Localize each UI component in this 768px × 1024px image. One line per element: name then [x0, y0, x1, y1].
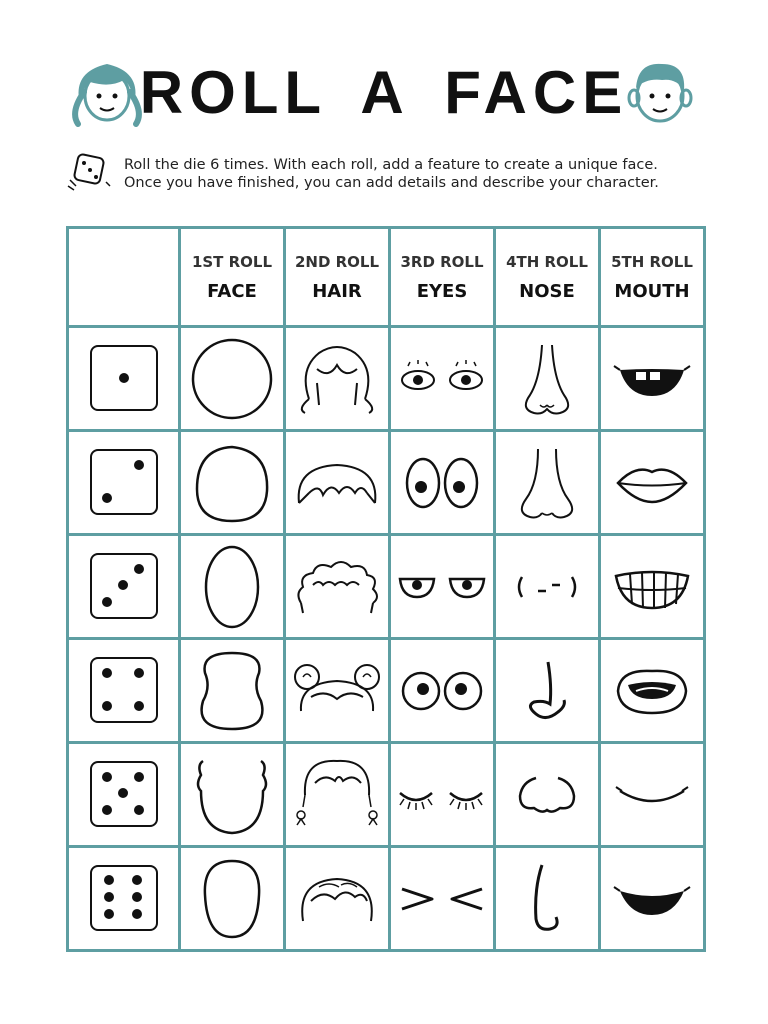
- lips-icon: [610, 458, 694, 508]
- die-cell: [68, 431, 180, 535]
- feature-cell: [600, 535, 705, 639]
- die-three-icon: [89, 552, 159, 622]
- column-feature-label: HAIR: [312, 280, 362, 302]
- feature-cell: [600, 327, 705, 431]
- page-title: ROLL A FACE: [139, 59, 629, 126]
- die-two-icon: [89, 448, 159, 518]
- girl-avatar-icon: [62, 52, 152, 128]
- round-eyes-icon: [397, 666, 487, 716]
- die-four-icon: [89, 656, 159, 726]
- toothy-smile-icon: [610, 354, 694, 404]
- wide-nose-icon: [512, 443, 582, 523]
- die-five-icon: [89, 760, 159, 830]
- feature-cell: [285, 327, 390, 431]
- column-roll-label: 1ST ROLL: [191, 252, 273, 271]
- table-row: [68, 327, 705, 431]
- column-header-hair: [285, 228, 390, 327]
- column-feature-label: FACE: [207, 280, 257, 302]
- table-row: [68, 535, 705, 639]
- instructions-line-2: Once you have finished, you can add details and describe your character.: [124, 175, 659, 191]
- curly-hair-icon: [289, 555, 385, 619]
- long-face-icon: [187, 855, 277, 943]
- column-roll-label: 5TH ROLL: [611, 252, 693, 271]
- feature-cell: [180, 847, 285, 951]
- die-one-icon: [89, 344, 159, 414]
- table-row: [68, 743, 705, 847]
- feature-cell: [600, 743, 705, 847]
- feature-cell: [390, 639, 495, 743]
- grimace-mouth-icon: [610, 663, 694, 719]
- feature-cell: [600, 639, 705, 743]
- feature-cell: [390, 743, 495, 847]
- feature-cell: [180, 327, 285, 431]
- instructions-line-1: Roll the die 6 times. With each roll, add a feature to create a unique face.: [124, 157, 658, 173]
- feature-cell: [495, 431, 600, 535]
- column-header-face: [180, 228, 285, 327]
- small-nose-icon: [512, 567, 582, 607]
- table-row: [68, 639, 705, 743]
- squint-eyes-icon: [394, 879, 490, 919]
- feature-cell: [285, 431, 390, 535]
- pointy-nose-icon: [512, 859, 582, 939]
- sleepy-eyes-icon: [394, 567, 490, 607]
- table-row: [68, 431, 705, 535]
- feature-cell: [495, 847, 600, 951]
- oval-eyes-icon: [397, 451, 487, 515]
- feature-cell: [495, 639, 600, 743]
- egg-face-icon: [187, 441, 277, 525]
- pigtails-hair-icon: [289, 753, 385, 837]
- feature-cell: [600, 847, 705, 951]
- column-feature-label: NOSE: [519, 280, 575, 302]
- feature-cell: [390, 847, 495, 951]
- boy-avatar-icon: [614, 52, 704, 128]
- die-cell: [68, 535, 180, 639]
- feature-cell: [495, 327, 600, 431]
- round-face-icon: [187, 337, 277, 421]
- feature-cell: [285, 535, 390, 639]
- corner-cell: [68, 228, 180, 327]
- grin-teeth-icon: [610, 562, 694, 612]
- feature-cell: [180, 639, 285, 743]
- chin-face-icon: [187, 751, 277, 839]
- feature-cell: [180, 431, 285, 535]
- feature-cell: [390, 431, 495, 535]
- buns-hair-icon: [289, 659, 385, 723]
- oval-face-icon: [187, 543, 277, 631]
- die-cell: [68, 639, 180, 743]
- column-header-eyes: [390, 228, 495, 327]
- die-six-icon: [89, 864, 159, 934]
- instructions: [124, 156, 724, 192]
- feature-cell: [600, 431, 705, 535]
- big-smile-icon: [610, 877, 694, 921]
- feature-cell: [390, 535, 495, 639]
- feature-cell: [180, 535, 285, 639]
- roll-table: [66, 226, 706, 952]
- die-cell: [68, 743, 180, 847]
- peanut-face-icon: [187, 647, 277, 735]
- open-eyes-icon: [394, 354, 490, 404]
- hook-nose-icon: [512, 656, 582, 726]
- column-roll-label: 2ND ROLL: [294, 252, 380, 271]
- column-roll-label: 3RD ROLL: [400, 252, 484, 271]
- fringe-hair-icon: [289, 453, 385, 513]
- bob-hair-icon: [289, 339, 385, 419]
- column-feature-label: EYES: [416, 280, 468, 302]
- column-roll-label: 4TH ROLL: [506, 252, 588, 271]
- feature-cell: [390, 327, 495, 431]
- short-hair-icon: [289, 867, 385, 931]
- long-nose-icon: [512, 339, 582, 419]
- column-header-mouth: [600, 228, 705, 327]
- feature-cell: [180, 743, 285, 847]
- feature-cell: [285, 639, 390, 743]
- table-header-row: [68, 228, 705, 327]
- die-cell: [68, 327, 180, 431]
- dice-icon: [66, 152, 112, 192]
- closed-eyes-icon: [394, 775, 490, 815]
- feature-cell: [495, 535, 600, 639]
- button-nose-icon: [512, 770, 582, 820]
- table-row: [68, 847, 705, 951]
- smile-line-icon: [610, 775, 694, 815]
- feature-cell: [285, 847, 390, 951]
- column-header-nose: [495, 228, 600, 327]
- feature-cell: [495, 743, 600, 847]
- column-feature-label: MOUTH: [614, 280, 690, 302]
- die-cell: [68, 847, 180, 951]
- feature-cell: [285, 743, 390, 847]
